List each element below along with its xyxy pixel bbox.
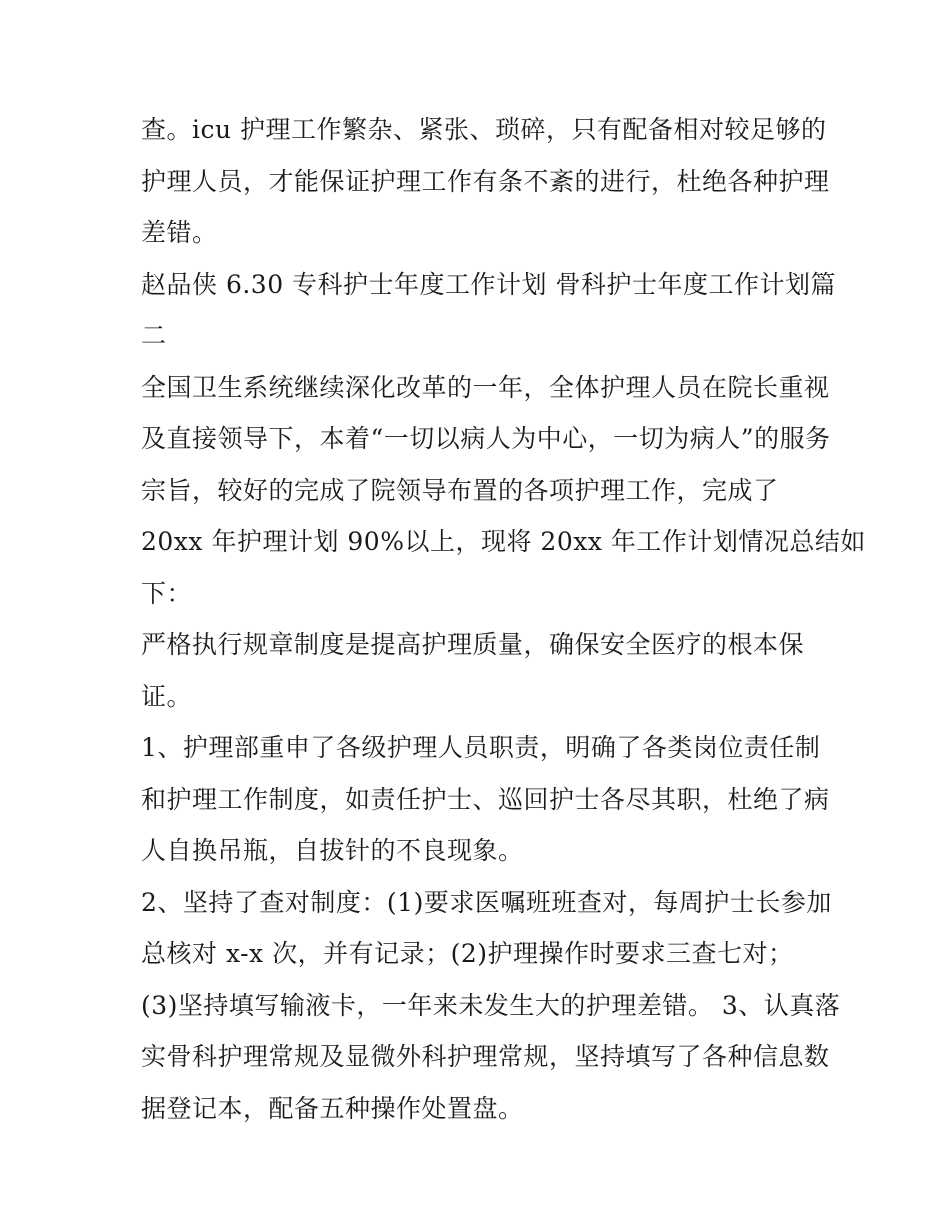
text-line: 护理人员，才能保证护理工作有条不紊的进行，杜绝各种护理 xyxy=(141,166,830,196)
list-item-line: 实骨科护理常规及显微外科护理常规，坚持填写了各种信息数 xyxy=(141,1042,830,1071)
document-body xyxy=(141,104,866,1134)
text-line: 及直接领导下，本着“一切以病人为中心，一切为病人”的服务 xyxy=(141,424,831,453)
text-line: 严格执行规章制度是提高护理质量，确保安全医疗的根本保 xyxy=(141,630,805,659)
list-item-line: 据登记本，配备五种操作处置盘。 xyxy=(141,1093,524,1123)
list-item-line: 人自换吊瓶，自拔针的不良现象。 xyxy=(141,836,524,865)
list-item-line: (3)坚持填写输液卡，一年来未发生大的护理差错。 3、认真落 xyxy=(141,990,841,1020)
text-line: 全国卫生系统继续深化改革的一年，全体护理人员在院长重视 xyxy=(141,372,830,402)
list-item-line: 和护理工作制度，如责任护士、巡回护士各尽其职，杜绝了病 xyxy=(141,784,830,814)
text-line: 差错。 xyxy=(141,218,218,247)
section-heading-line: 二 xyxy=(141,321,167,350)
list-item-line: 2、坚持了查对制度：(1)要求医嘱班班查对，每周护士长参加 xyxy=(141,887,832,917)
text-line: 20xx 年护理计划 90%以上，现将 20xx 年工作计划情况总结如 xyxy=(141,527,866,556)
section-heading-line: 赵品侠 6.30 专科护士年度工作计划 骨科护士年度工作计划篇 xyxy=(141,269,837,299)
text-line: 宗旨，较好的完成了院领导布置的各项护理工作，完成了 xyxy=(141,475,779,505)
text-line: 查。icu 护理工作繁杂、紧张、琐碎，只有配备相对较足够的 xyxy=(141,115,827,144)
list-item-line: 1、护理部重申了各级护理人员职责，明确了各类岗位责任制 xyxy=(141,733,821,762)
text-line: 下： xyxy=(141,578,193,608)
text-line: 证。 xyxy=(141,681,193,711)
list-item-line: 总核对 x-x 次，并有记录；(2)护理操作时要求三查七对； xyxy=(141,939,794,968)
